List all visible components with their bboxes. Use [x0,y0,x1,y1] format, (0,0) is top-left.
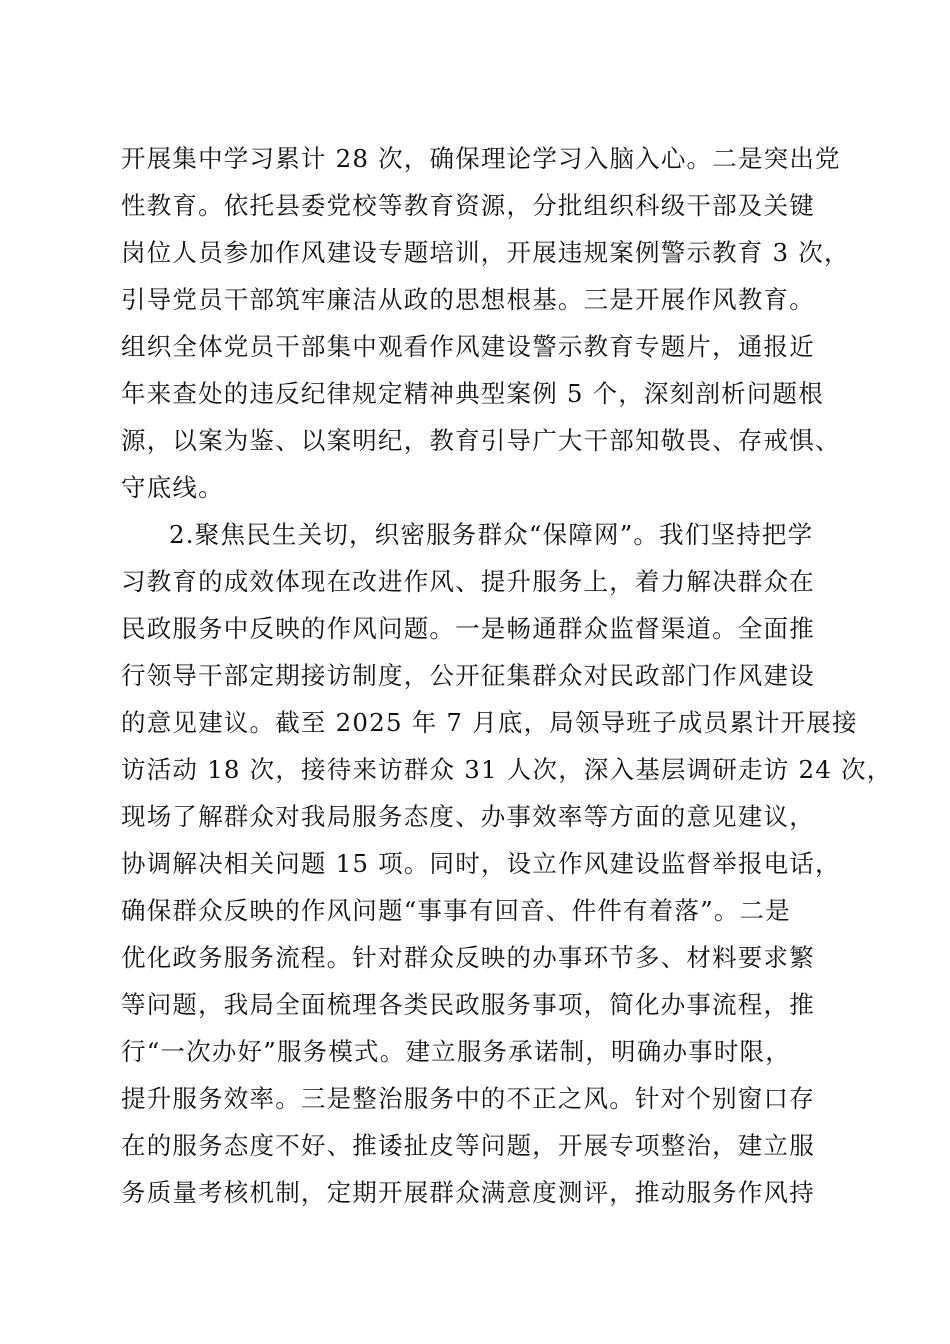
paragraph-line: 务质量考核机制，定期开展群众满意度测评，推动服务作风持 [121,1178,815,1207]
paragraph-line: 年来查处的违反纪律规定精神典型案例 5 个，深刻剖析问题根 [121,379,824,408]
paragraph-line: 岗位人员参加作风建设专题培训，开展违规案例警示教育 3 次， [121,238,850,267]
paragraph-line: 在的服务态度不好、推诿扯皮等问题，开展专项整治，建立服 [121,1131,815,1160]
paragraph-line: 引导党员干部筑牢廉洁从政的思想根基。三是开展作风教育。 [121,285,815,314]
paragraph-line: 等问题，我局全面梳理各类民政服务事项，简化办事流程，推 [121,990,815,1019]
paragraph-line: 优化政务服务流程。针对群众反映的办事环节多、材料要求繁 [121,943,815,972]
section-heading-line: 2.聚焦民生关切，织密服务群众“保障网”。我们坚持把学 [169,520,814,549]
paragraph-line: 开展集中学习累计 28 次，确保理论学习入脑入心。二是突出党 [121,144,841,173]
paragraph-line: 行“一次办好”服务模式。建立服务承诺制，明确办事时限， [121,1037,791,1066]
paragraph-line: 行领导干部定期接访制度，公开征集群众对民政部门作风建设 [121,661,815,690]
paragraph-line: 协调解决相关问题 15 项。同时，设立作风建设监督举报电话， [121,849,841,878]
paragraph-line: 民政服务中反映的作风问题。一是畅通群众监督渠道。全面推 [121,614,815,643]
paragraph-line: 习教育的成效体现在改进作风、提升服务上，着力解决群众在 [121,567,815,596]
paragraph-line: 性教育。依托县委党校等教育资源，分批组织科级干部及关键 [121,191,815,220]
paragraph-line: 提升服务效率。三是整治服务中的不正之风。针对个别窗口存 [121,1084,815,1113]
paragraph-line: 确保群众反映的作风问题“事事有回音、件件有着落”。二是 [121,896,791,925]
paragraph-line: 源，以案为鉴、以案明纪，教育引导广大干部知敬畏、存戒惧、 [121,426,841,455]
paragraph-line: 组织全体党员干部集中观看作风建设警示教育专题片，通报近 [121,332,815,361]
paragraph-line: 访活动 18 次，接待来访群众 31 人次，深入基层调研走访 24 次， [121,755,893,784]
paragraph-line: 的意见建议。截至 2025 年 7 月底，局领导班子成员累计开展接 [121,708,858,737]
paragraph-line: 现场了解群众对我局服务态度、办事效率等方面的意见建议， [121,802,815,831]
paragraph-line: 守底线。 [121,473,224,502]
